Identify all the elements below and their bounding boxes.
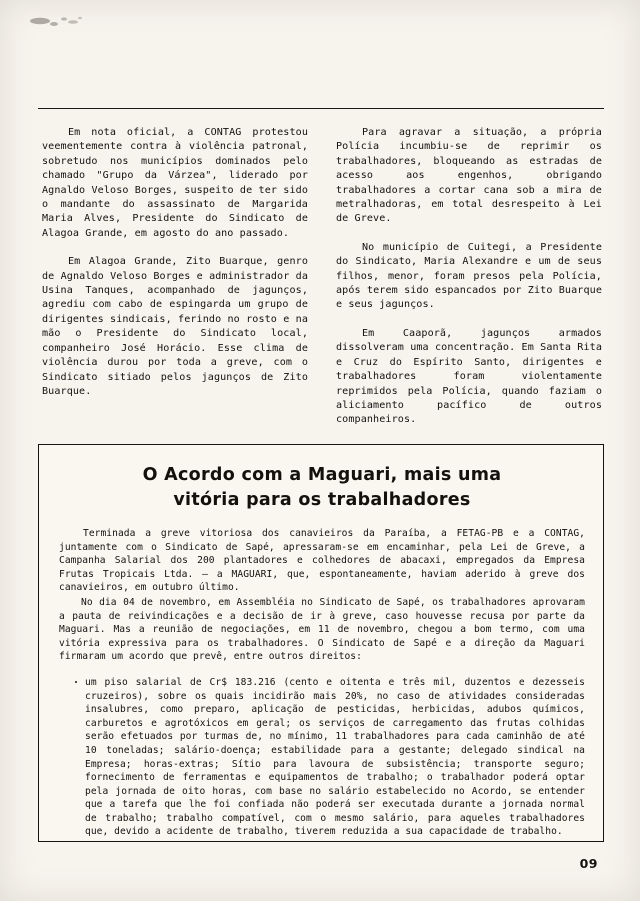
paragraph: Em nota oficial, a CONTAG protestou veementemente contra à violência patronal, sobretudo nos municípios dominados pelo chamado "Grupo da Várzea", liderado por Agnaldo Veloso Borges, suspeito de ter sido o mandante do assassinato de Margarida Maria Alves, Presidente do Sindicato de Alagoa Grande, em agosto do ano passado.: [42, 127, 308, 239]
bullet-text: um piso salarial de Cr$ 183.216 (cento e oitenta e três mil, duzentos e dezesseis cruzeiros), sobre os quais incidirão mais 20%, no caso de atividades consideradas insalubres, como preparo, aplicação de pesticidas, herbicidas, adubos químicos, carburetos e agrotóxicos em geral; os serviços de carregamento das frutas colhidas serão efetuados por turmas de, no mínimo, 11 trabalhadores para cada caminhão de até 10 toneladas; salário-doença; estabilidade para a gestante; delegado sindical na Empresa; horas-extras; Sítio para lavoura de subsistência; transporte seguro; fornecimento de ferramentas e equipamentos de trabalho; o trabalhador poderá optar pela jornada de oito horas, com base no salário estabelecido no Acordo, se entender que a tarefa que lhe foi confiada não poderá ser executada durante a jornada normal de trabalho; trabalho compatível, com o mesmo salário, para aqueles trabalhadores que, devido a acidente de trabalho, tiverem reduzida a sua capacidade de trabalho.: [85, 676, 585, 838]
left-column: [42, 126, 308, 442]
boxed-article: [38, 444, 604, 842]
right-column: [336, 126, 602, 442]
paragraph: Em Alagoa Grande, Zito Buarque, genro de Agnaldo Veloso Borges e administrador da Usina Tanques, acompanhado de jagunços, agrediu com cabo de espingarda um grupo de dirigentes sindicais, ferindo no rosto e na mão o Presidente do Sindicato local, companheiro José Horácio. Esse clima de violência durou por toda a greve, com o Sindicato sitiado pelos jagunços de Zito Buarque.: [42, 256, 308, 397]
boxed-article-headline: [59, 463, 585, 513]
headline-line-1: O Acordo com a Maguari, mais uma: [142, 465, 502, 485]
bullet-dot-icon: [75, 681, 77, 683]
ink-smudge-mark: [28, 14, 84, 30]
paragraph: No município de Cuitegi, a Presidente do Sindicato, Maria Alexandre e um de seus filhos, menor, foram presos pela Polícia, após terem sido espancados por Zito Buarque e seus jagunços.: [336, 241, 602, 311]
boxed-paragraph: No dia 04 de novembro, em Assembléia no Sindicato de Sapé, os trabalhadores aprovaram a pauta de reivindicações e a decisão de ir à greve, caso houvesse recusa por parte da Maguari. Mas a reunião de negociações, em 11 de novembro, chegou a bom termo, com uma vitória expressiva para os trabalhadores. O Sindicato de Sapé e a direção da Maguari firmaram um acordo que prevê, entre outros direitos:: [59, 596, 585, 663]
horizontal-rule: [38, 108, 604, 109]
paragraph: Para agravar a situação, a própria Polícia incumbiu-se de reprimir os trabalhadores, bloqueando as estradas de acesso aos engenhos, obrigando trabalhadores a cortar cana sob a mira de metralhadoras, em total desrespeito à Lei de Greve.: [336, 127, 602, 225]
paragraph: Em Caaporã, jagunços armados dissolveram uma concentração. Em Santa Rita e Cruz do Espírito Santo, dirigentes e trabalhadores foram violentamente reprimidos pela Polícia, quando faziam o aliciamento pacífico de outros companheiros.: [336, 327, 602, 426]
headline-line-2: vitória para os trabalhadores: [173, 490, 471, 510]
bullet-item: [59, 676, 585, 839]
article-columns: [42, 126, 602, 442]
boxed-paragraph: Terminada a greve vitoriosa dos canavieiros da Paraíba, a FETAG-PB e a CONTAG, juntamente com o Sindicato de Sapé, apressaram-se em encaminhar, pela Lei de Greve, a Campanha Salarial dos 200 plantadores e colhedores de abacaxi, empregados da Empresa Frutas Tropicais Ltda. — a MAGUARI, que, espontaneamente, haviam aderido à greve dos canavieiros, em outubro último.: [59, 528, 585, 594]
page-number: 09: [579, 856, 598, 871]
